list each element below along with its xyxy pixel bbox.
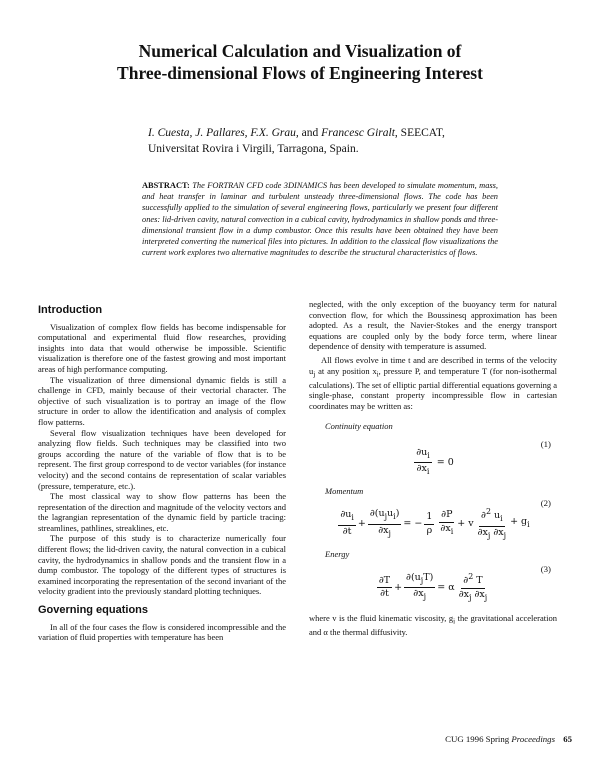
footer-text: CUG 1996 Spring <box>445 734 510 744</box>
title-line-1: Numerical Calculation and Visualization of <box>138 41 462 61</box>
energy-equation: $\frac{\partial T}{\partial t}$ + $\frac{\partial(u_jT)}{\partial x_j}$ = α $\frac{\partial^2 T}{\partial x_j \partial x_j}$ <box>378 571 488 602</box>
energy-label: Energy <box>325 549 350 560</box>
right-paragraph-1: neglected, with the only exception of the buoyancy term for natural convection flow, for which the Boussinesq approximation has been adopted. As a result, the Navier-Stokes and the energy transport equations are coupled only by the body force term, where linear dependence of density with temperature is assumed. <box>309 299 557 352</box>
governing-equations-heading: Governing equations <box>38 604 149 617</box>
author-org: , SEECAT, <box>394 127 445 139</box>
intro-paragraph-5: The purpose of this study is to characterize numerically four different flows; the lid-driven cavity, the natural convection in a cubical cavity, the hydrodynamics in shallow ponds and the transient flow in a dump combustor. The topology of the different types of structures is examined incorporating the representation of the second invariant of the velocity gradient into the previously standard plotting techniques. <box>38 533 286 597</box>
right-paragraph-2: All flows evolve in time t and are described in terms of the velocity $u_j$ at any position $x_i$, pressure P, and temperature T (for non-isothermal calculations). The set of elliptic partial differential equations governing a single-phase, constant property incompressible flow in cartesian coordinates may be written as: <box>309 354 557 412</box>
equation-1-number: (1) <box>540 439 551 450</box>
intro-paragraph-1: Visualization of complex flow fields has become indispensable for computational and experimental fluid flow researches, providing insights into data that would otherwise be impossible. Scientific visualization is therefore one of the fastest growing and most important areas of high performance computing. <box>38 321 286 374</box>
paper-title <box>0 40 600 84</box>
intro-paragraph-3: Several flow visualization techniques have been developed for analyzing flow fields. Such techniques may be classified into two groups according the nature of the variable of flow that is to be represent. The first group correspond to de vector variables (for instance velocity) and the second contains de representation of scalar variables (pressure, temperature, etc.). <box>38 427 286 491</box>
right-column <box>309 300 557 637</box>
momentum-equation: $\frac{\partial u_i}{\partial t}$ + $\frac{\partial(u_ju_i)}{\partial x_j}$ = − $\frac{1}{\rho}$ $\frac{\partial P}{\partial x_i}$ + v $\frac{\partial^2 u_i}{\partial x_j \partial x_j}$ + $g_i$ <box>340 506 530 540</box>
author-names: I. Cuesta, J. Pallares, F.X. Grau, <box>148 127 299 139</box>
page-footer <box>372 734 572 744</box>
abstract-text: The FORTRAN CFD code 3DINAMICS has been developed to simulate momentum, mass, and heat transfer in laminar and turbulent unsteady three-dimensional flows. The code has been successfully applied to the simulation of several engineering flows, particularly we present four different ones: lid-driven cavity, natural convection in a cubical cavity, hydrodynamics in shallow ponds and three-dimensional transient flow in a dump combustor. Once this results have been obtained they have been interpreted converting the numerical files into pictures. In addition to the classical flow visualizations the current work explores two alternative magnitudes to describe the structural characteristics of flows. <box>142 181 499 258</box>
author-and: and <box>301 127 319 139</box>
left-column <box>38 300 286 643</box>
author-last: Francesc Giralt <box>321 127 395 139</box>
intro-paragraph-2: The visualization of three dimensional dynamic fields is still a challenge in CFD, mainly because of their vectorial character. The objective of such visualization is to portray an image of the flow structure in order to allow the identification and analysis of complex flow patterns. <box>38 374 286 427</box>
title-line-2: Three-dimensional Flows of Engineering Interest <box>117 63 483 83</box>
continuity-label: Continuity equation <box>325 420 393 431</box>
abstract <box>142 180 498 258</box>
introduction-heading: Introduction <box>38 304 103 316</box>
page-number: 65 <box>563 734 572 744</box>
intro-paragraph-4: The most classical way to show flow patterns has been the representation of the direction and magnitude of the velocity vectors and the lagrangian representation of the dynamic field by particle tracing: streamlines, pathlines, streaklines, etc. <box>38 491 286 533</box>
equation-2-number: (2) <box>540 498 551 509</box>
right-paragraph-3: where v is the fluid kinematic viscosity, $g_i$ the gravitational acceleration and α the thermal diffusivity. <box>309 612 557 637</box>
governing-paragraph: In all of the four cases the flow is considered incompressible and the variation of fluid properties with temperature has been <box>38 621 286 643</box>
abstract-label: ABSTRACT: <box>142 181 190 190</box>
footer-proceedings: Proceedings <box>511 734 555 744</box>
equation-3-number: (3) <box>540 563 551 574</box>
continuity-equation: $\frac{\partial u_i}{\partial x_i}$ = 0 <box>416 446 454 477</box>
affiliation: Universitat Rovira i Virgili, Tarragona, Spain. <box>148 143 359 155</box>
momentum-label: Momentum <box>325 485 364 496</box>
author-block <box>148 125 508 157</box>
